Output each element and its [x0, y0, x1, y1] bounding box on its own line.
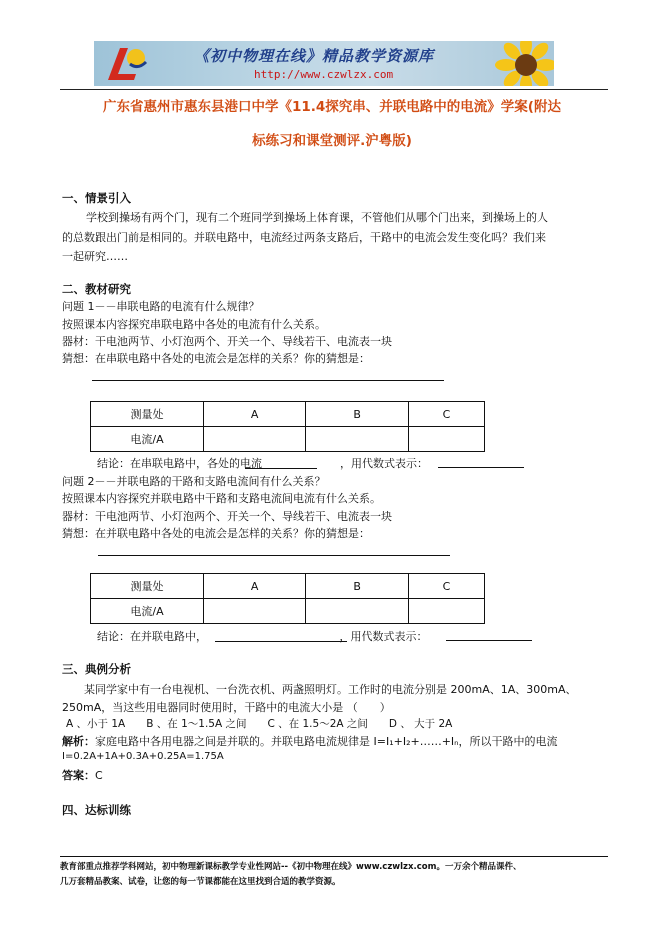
q1-conclusion-b: ，用代数式表示： [340, 457, 428, 470]
q2-th-point: 测量处 [91, 574, 204, 599]
problem-options: A 、小于 1A B 、在 1～1.5A 之间 C 、在 1.5～2A 之间 D 、 大于 2A [66, 718, 453, 730]
footer-line2: 几万套精品教案、试卷，让您的每一节课都能在这里找到合适的教学资源。 [60, 877, 341, 887]
q2-conclusion [97, 628, 428, 644]
q2-instruction: 按照课本内容探究并联电路中干路和支路电流间电流有什么关系。 [62, 492, 381, 505]
answer [62, 767, 103, 783]
q1-th-point: 测量处 [91, 402, 204, 427]
q2-guess-blank[interactable] [98, 555, 450, 556]
q1-th-b: B [306, 402, 409, 427]
q1-cell-a[interactable] [204, 427, 306, 452]
analysis-label: 解析： [62, 735, 95, 748]
q2-cell-c[interactable] [409, 599, 485, 624]
doc-title-line1: 广东省惠州市惠东县港口中学《11.4探究串、并联电路中的电流》学案(附达 [103, 99, 561, 115]
q1-cell-c[interactable] [409, 427, 485, 452]
q2-conclusion-a: 结论：在并联电路中， [97, 630, 202, 643]
q2-cell-b[interactable] [306, 599, 409, 624]
q2-equipment: 器材：干电池两节、小灯泡两个、开关一个、导线若干、电流表一块 [62, 510, 392, 523]
q2-conclusion-blank1[interactable] [215, 641, 347, 642]
banner-title: 《初中物理在线》精品教学资源库 [194, 47, 435, 65]
sunflower-icon [494, 41, 554, 86]
section3-heading: 三、典例分析 [62, 662, 131, 676]
q1-th-c: C [409, 402, 485, 427]
footer-line1: 教育部重点推荐学科网站，初中物理新课标教学专业性网站--《初中物理在线》www.czwlzx.com。一万余个精品课件、 [60, 862, 522, 872]
q1-instruction: 按照课本内容探究串联电路中各处的电流有什么关系。 [62, 318, 326, 331]
q2-cell-a[interactable] [204, 599, 306, 624]
answer-label: 答案： [62, 769, 95, 782]
q2-conclusion-blank2[interactable] [446, 640, 532, 641]
analysis-text: 家庭电路中各用电器之间是并联的。并联电路电流规律是 I=I₁+I₂+……+Iₙ，所以干路中的电流 [95, 735, 558, 748]
problem-line2: 250mA，当这些用电器同时使用时，干路中的电流大小是 （ ） [62, 701, 391, 714]
q1-equipment: 器材：干电池两节、小灯泡两个、开关一个、导线若干、电流表一块 [62, 335, 392, 348]
banner-url[interactable]: http://www.czwlzx.com [254, 68, 394, 81]
doc-title-line2: 标练习和课堂测评.沪粤版) [252, 133, 412, 149]
q1-conclusion-blank2[interactable] [438, 467, 524, 468]
q1-guess: 猜想：在串联电路中各处的电流会是怎样的关系？你的猜想是： [62, 352, 370, 365]
section1-para-l2: 的总数跟出门前是相同的。并联电路中，电流经过两条支路后，干路中的电流会发生变化吗？我们来 [62, 231, 546, 244]
answer-value: C [95, 769, 103, 782]
q1-conclusion [97, 455, 428, 471]
footer-rule [60, 856, 608, 857]
analysis-calc: I=0.2A+1A+0.3A+0.25A=1.75A [62, 751, 224, 762]
header-rule [60, 89, 608, 90]
section4-heading: 四、达标训练 [62, 803, 131, 817]
q1-row-label: 电流/A [91, 427, 204, 452]
header-banner [94, 41, 554, 86]
q1-cell-b[interactable] [306, 427, 409, 452]
q1-conclusion-blank1[interactable] [245, 468, 317, 469]
q1-question: 问题 1－－串联电路的电流有什么规律？ [62, 300, 260, 313]
q2-measure-table [90, 573, 485, 624]
section1-para-l1: 学校到操场有两个门，现有二个班同学到操场上体育课，不管他们从哪个门出来，到操场上的人 [86, 211, 548, 224]
section2-heading: 二、教材研究 [62, 282, 131, 296]
q2-th-a: A [204, 574, 306, 599]
q1-measure-table [90, 401, 485, 452]
section1-para-l3: 一起研究…… [62, 250, 128, 263]
q1-conclusion-a: 结论：在串联电路中，各处的电流 [97, 457, 262, 470]
section1-heading: 一、情景引入 [62, 191, 131, 205]
q2-guess: 猜想：在并联电路中各处的电流会是怎样的关系？你的猜想是： [62, 527, 370, 540]
q1-guess-blank[interactable] [92, 380, 444, 381]
site-logo-icon [102, 44, 150, 84]
q2-question: 问题 2－－并联电路的干路和支路电流间有什么关系？ [62, 475, 326, 488]
q1-th-a: A [204, 402, 306, 427]
analysis [62, 733, 558, 749]
q2-th-c: C [409, 574, 485, 599]
q2-conclusion-b: ，用代数式表示： [339, 630, 428, 643]
q2-row-label: 电流/A [91, 599, 204, 624]
problem-line1: 某同学家中有一台电视机、一台洗衣机、两盏照明灯。工作时的电流分别是 200mA、1A、300mA、 [84, 683, 577, 696]
q2-th-b: B [306, 574, 409, 599]
